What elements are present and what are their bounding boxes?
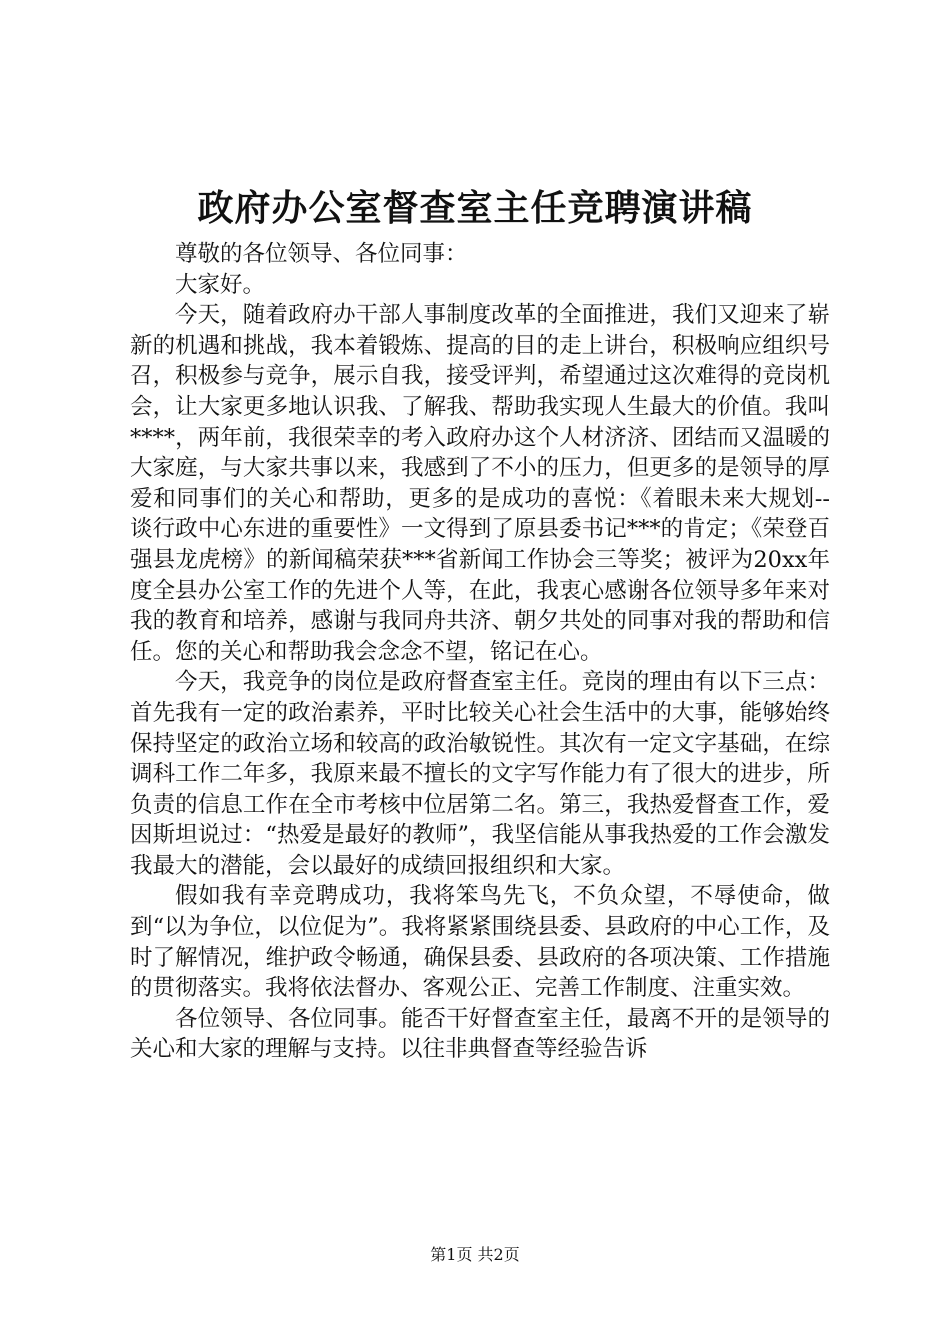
paragraph-reasons: 今天，我竞争的岗位是政府督查室主任。竞岗的理由有以下三点：首先我有一定的政治素养，平时比较关心社会生活中的大事，能够始终保持坚定的政治立场和较高的政治敏锐性。其次有一定文字基础，在综调科工作二年多，我原来最不擅长的文字写作能力有了很大的进步，所负责的信息工作在全市考核中位居第二名。第三，我热爱督查工作，爱因斯坦说过：“热爱是最好的教师”，我坚信能从事我热爱的工作会激发我最大的潜能，会以最好的成绩回报组织和大家。 (130, 669, 830, 879)
salutation: 尊敬的各位领导、各位同事： (175, 241, 468, 267)
paragraph-introduction: 今天，随着政府办干部人事制度改革的全面推进，我们又迎来了崭新的机遇和挑战，我本着锻炼、提高的目的走上讲台，积极响应组织号召，积极参与竞争，展示自我，接受评判，希望通过这次难得的竞岗机会，让大家更多地认识我、了解我、帮助我实现人生最大的价值。我叫****，两年前，我很荣幸的考入政府办这个人材济济、团结而又温暖的大家庭，与大家共事以来，我感到了不小的压力，但更多的是领导的厚爱和同事们的关心和帮助，更多的是成功的喜悦：《着眼未来大规划--谈行政中心东进的重要性》一文得到了原县委书记***的肯定；《荣登百强县龙虎榜》的新闻稿荣获***省新闻工作协会三等奖；被评为20xx年度全县办公室工作的先进个人等，在此，我衷心感谢各位领导多年来对我的教育和培养，感谢与我同舟共济、朝夕共处的同事对我的帮助和信任。您的关心和帮助我会念念不望，铭记在心。 (130, 302, 830, 665)
page-number-footer: 第1页 共2页 (430, 1245, 520, 1264)
document-body (130, 239, 830, 1065)
paragraph-plans: 假如我有幸竞聘成功，我将笨鸟先飞，不负众望，不辱使命，做到“以为争位，以位促为”。我将紧紧围绕县委、县政府的中心工作，及时了解情况，维护政令畅通，确保县委、县政府的各项决策、工作措施的贯彻落实。我将依法督办、客观公正、完善工作制度、注重实效。 (130, 883, 830, 1002)
document-title: 政府办公室督查室主任竞聘演讲稿 (197, 187, 753, 229)
paragraph-closing: 各位领导、各位同事。能否干好督查室主任，最离不开的是领导的关心和大家的理解与支持。以往非典督查等经验告诉 (130, 1005, 830, 1063)
greeting: 大家好。 (175, 271, 266, 298)
